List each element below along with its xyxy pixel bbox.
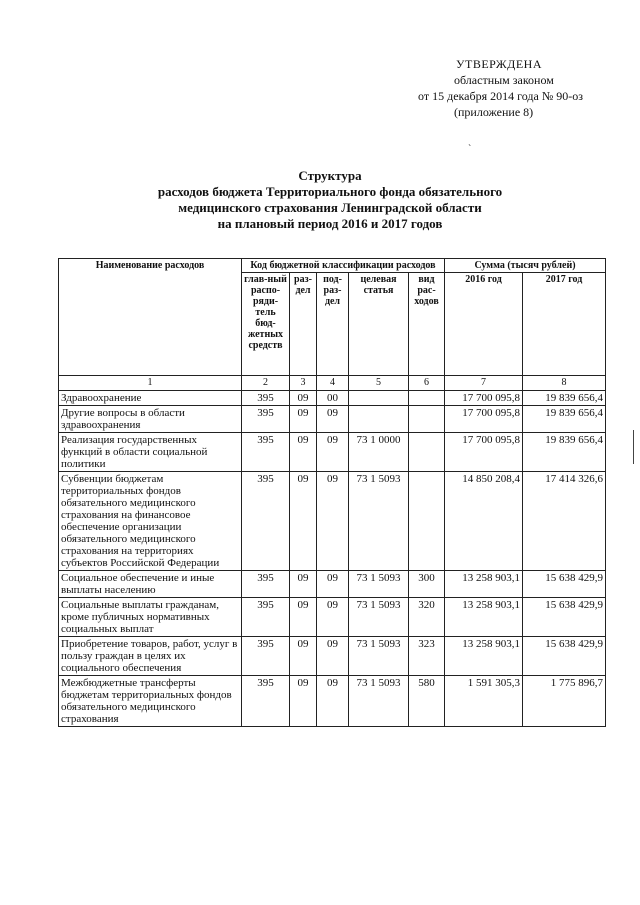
column-number: 8 [523,376,606,391]
row-target: 73 1 5093 [349,571,409,598]
row-target [349,391,409,406]
header-section: раз-дел [290,273,317,376]
row-name: Здравоохранение [59,391,242,406]
row-subsection: 09 [317,598,349,637]
table-row [59,598,606,637]
header-code-group: Код бюджетной классификации расходов [242,259,445,273]
row-section: 09 [290,676,317,727]
row-name: Социальные выплаты гражданам, кроме публичных нормативных социальных выплат [59,598,242,637]
row-target: 73 1 0000 [349,433,409,472]
row-sum-2017: 19 839 656,4 [523,433,606,472]
row-sum-2017: 15 638 429,9 [523,571,606,598]
row-sum-2016: 1 591 305,3 [445,676,523,727]
column-number: 7 [445,376,523,391]
row-section: 09 [290,391,317,406]
row-type: 580 [409,676,445,727]
header-type: вид рас-ходов [409,273,445,376]
row-sum-2016: 17 700 095,8 [445,433,523,472]
column-number: 6 [409,376,445,391]
heading-line-4: на плановый период 2016 и 2017 годов [217,216,443,231]
heading-line-2: расходов бюджета Территориального фонда обязательного [157,184,503,199]
row-subsection: 09 [317,433,349,472]
table-row [59,391,606,406]
row-subsection: 09 [317,472,349,571]
row-name: Другие вопросы в области здравоохранения [59,406,242,433]
row-type: 300 [409,571,445,598]
row-sum-2017: 15 638 429,9 [523,637,606,676]
row-type [409,406,445,433]
row-main-manager: 395 [242,406,290,433]
row-subsection: 09 [317,676,349,727]
row-sum-2017: 15 638 429,9 [523,598,606,637]
header-name: Наименование расходов [59,259,242,376]
row-target: 73 1 5093 [349,472,409,571]
table-row [59,676,606,727]
approval-law: областным законом [454,73,554,87]
row-type [409,472,445,571]
column-number: 4 [317,376,349,391]
row-sum-2016: 13 258 903,1 [445,598,523,637]
row-sum-2017: 17 414 326,6 [523,472,606,571]
row-sum-2016: 13 258 903,1 [445,571,523,598]
row-target: 73 1 5093 [349,598,409,637]
table-row [59,406,606,433]
row-type: 323 [409,637,445,676]
row-main-manager: 395 [242,571,290,598]
header-2017: 2017 год [523,273,606,376]
approval-date: от 15 декабря 2014 года № 90-оз [418,89,584,103]
column-number: 3 [290,376,317,391]
column-number: 2 [242,376,290,391]
scan-edge-mark [633,430,634,464]
heading-line-3: медицинского страхования Ленинградской области [178,200,482,215]
row-sum-2017: 19 839 656,4 [523,391,606,406]
row-section: 09 [290,598,317,637]
table-row [59,571,606,598]
header-subsection: под-раз-дел [317,273,349,376]
row-section: 09 [290,571,317,598]
row-sum-2016: 17 700 095,8 [445,406,523,433]
row-target [349,406,409,433]
row-name: Социальное обеспечение и иные выплаты населению [59,571,242,598]
header-main-manager: глав-ный распо-ряди-тель бюд-жетных средств [242,273,290,376]
table-body [59,376,606,727]
row-subsection: 00 [317,391,349,406]
row-name: Субвенции бюджетам территориальных фондов обязательного медицинского страхования на финансовое обеспечение организации обязательного медицинского страхования на территориях субъектов Российской Федерации [59,472,242,571]
column-number-row [59,376,606,391]
approval-stamp [418,56,628,120]
row-section: 09 [290,433,317,472]
row-main-manager: 395 [242,391,290,406]
row-main-manager: 395 [242,637,290,676]
header-target: целевая статья [349,273,409,376]
row-subsection: 09 [317,406,349,433]
approval-appendix: (приложение 8) [454,105,534,119]
row-type [409,391,445,406]
row-sum-2017: 19 839 656,4 [523,406,606,433]
row-subsection: 09 [317,637,349,676]
row-main-manager: 395 [242,472,290,571]
row-section: 09 [290,406,317,433]
header-sum-group: Сумма (тысяч рублей) [445,259,606,273]
row-sum-2016: 17 700 095,8 [445,391,523,406]
header-row-groups [59,259,606,273]
row-sum-2017: 1 775 896,7 [523,676,606,727]
row-section: 09 [290,637,317,676]
approval-title: УТВЕРЖДЕНА [456,57,543,71]
document-heading [110,168,550,232]
column-number: 5 [349,376,409,391]
row-type [409,433,445,472]
header-2016: 2016 год [445,273,523,376]
row-subsection: 09 [317,571,349,598]
row-name: Реализация государственных функций в области социальной политики [59,433,242,472]
row-target: 73 1 5093 [349,676,409,727]
row-main-manager: 395 [242,433,290,472]
row-type: 320 [409,598,445,637]
column-number: 1 [59,376,242,391]
row-sum-2016: 14 850 208,4 [445,472,523,571]
row-name: Приобретение товаров, работ, услуг в пользу граждан в целях их социального обеспечения [59,637,242,676]
table-row [59,637,606,676]
row-name: Межбюджетные трансферты бюджетам территориальных фондов обязательного медицинского страхования [59,676,242,727]
row-main-manager: 395 [242,676,290,727]
row-main-manager: 395 [242,598,290,637]
row-sum-2016: 13 258 903,1 [445,637,523,676]
budget-table [58,258,606,727]
row-section: 09 [290,472,317,571]
table-row [59,472,606,571]
heading-line-1: Структура [298,168,362,183]
scan-speck: ` [468,144,472,155]
row-target: 73 1 5093 [349,637,409,676]
table-row [59,433,606,472]
